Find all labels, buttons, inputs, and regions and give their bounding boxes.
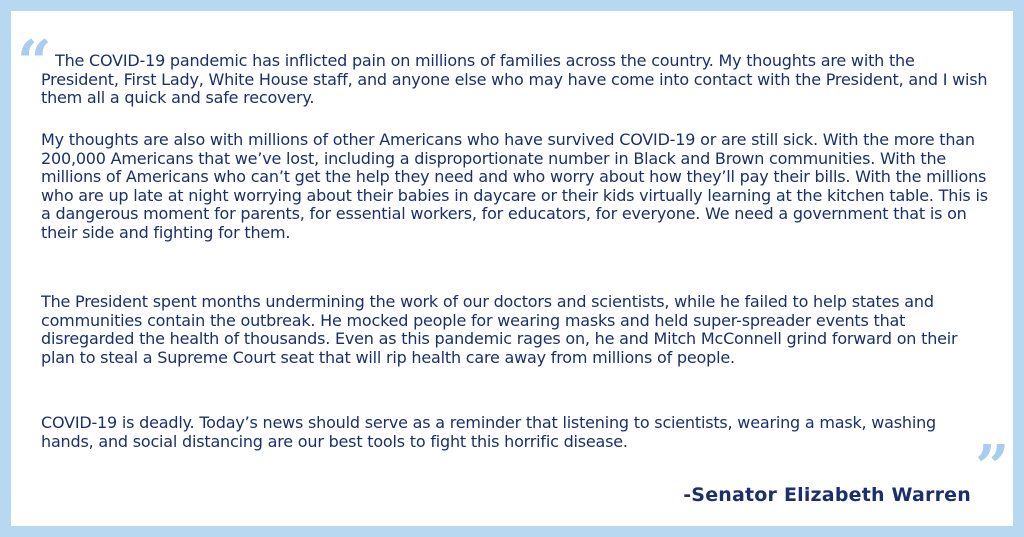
close-quote-mark: ” [975, 433, 1010, 503]
quote-paragraph-1: The COVID-19 pandemic has inflicted pain on millions of families across the country. My thoughts are with the President, First Lady, White House staff, and anyone else who may have come into contact with the President, and I wish them all a quick and safe recovery. [41, 51, 988, 108]
quote-paragraph-4: COVID-19 is deadly. Today’s news should serve as a reminder that listening to scientists, wearing a mask, washing hands, and social distancing are our best tools to fight this horrific disease. [41, 413, 937, 451]
signature: -Senator Elizabeth Warren [683, 484, 971, 506]
quote-paragraph-3: The President spent months undermining the work of our doctors and scientists, while he failed to help states and communities contain the outbreak. He mocked people for wearing masks and held super-spreader events that disregarded the health of thousands. Even as this pandemic rages on, he and Mitch McConnell grind forward on their plan to steal a Supreme Court seat that will rip health care away from millions of people. [41, 292, 958, 367]
quote-card [11, 11, 1013, 526]
quote-paragraph-2: My thoughts are also with millions of other Americans who have survived COVID-19 or are still sick. With the more than 200,000 Americans that we’ve lost, including a disproportionate number in Black and Brown communities. With the millions of Americans who can’t get the help they need and who worry about how they’ll pay their bills. With the millions who are up late at night worrying about their babies in daycare or their kids virtually learning at the kitchen table. This is a dangerous moment for parents, for essential workers, for educators, for everyone. We need a government that is on their side and fighting for them. [41, 130, 988, 242]
open-quote-mark: “ [17, 28, 52, 98]
